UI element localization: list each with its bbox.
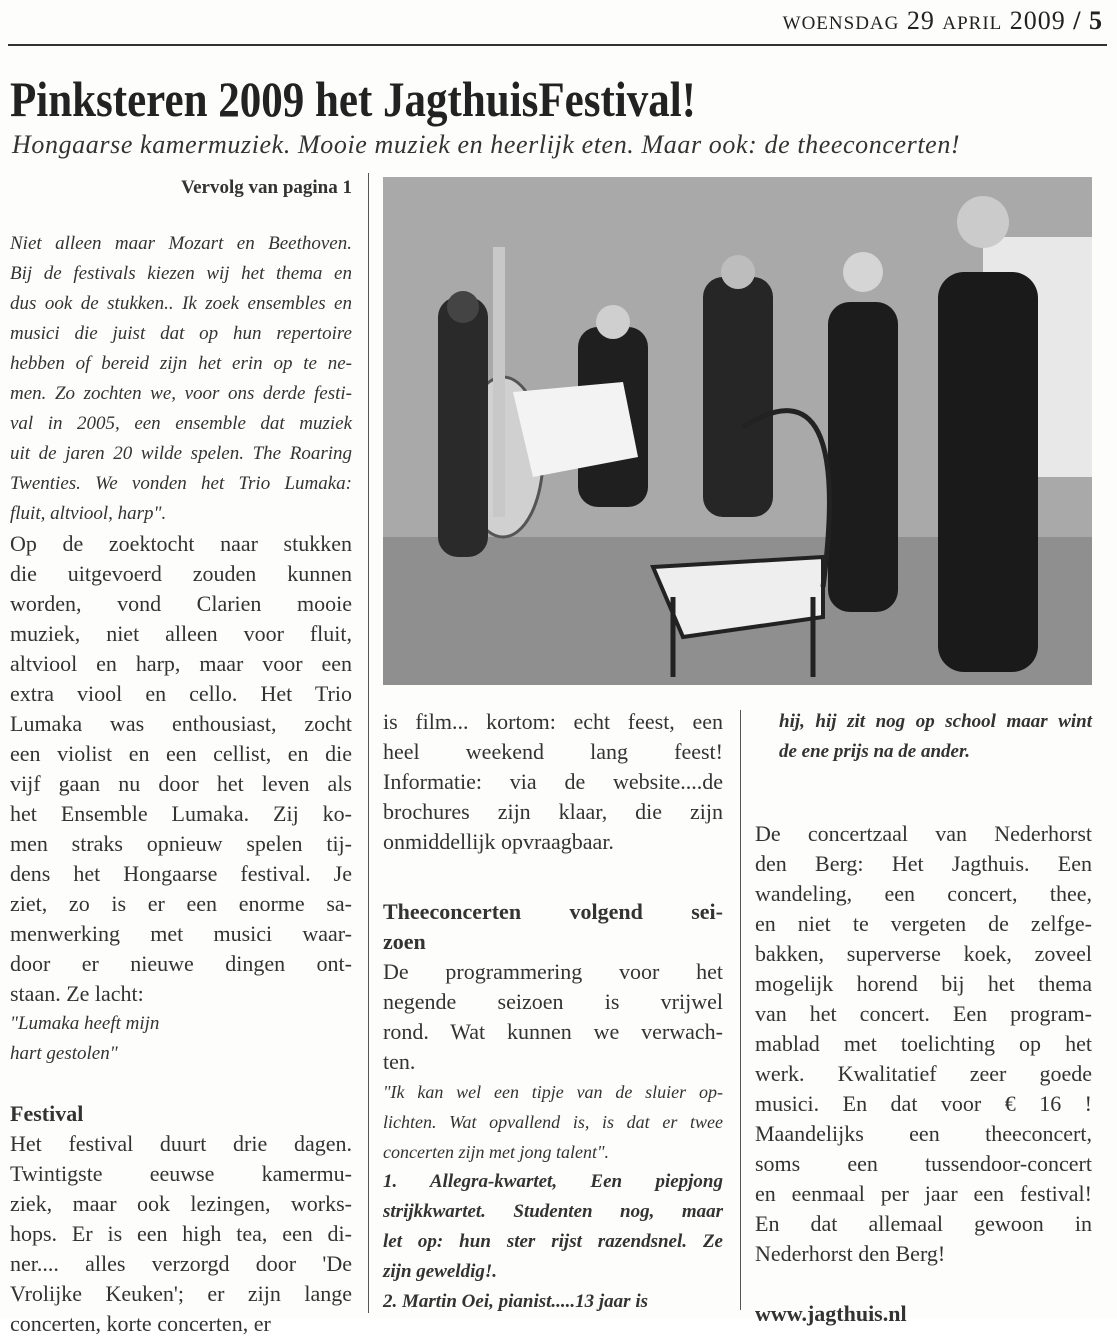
text-line: Twenties. We vonden het Trio Lumaka: — [10, 473, 352, 494]
talent-list — [383, 1167, 723, 1317]
text-line: "Ik kan wel een tipje van de sluier op- — [383, 1082, 723, 1102]
text-line: ziek, maar ook lezingen, works- — [10, 1191, 352, 1216]
header-year: 2009 — [1009, 6, 1066, 35]
text-line: rond. Wat kunnen we verwach- — [383, 1019, 723, 1044]
text-line: strijkkwartet. Studenten nog, maar — [383, 1201, 723, 1222]
text-line: vijf gaan nu door het leven als — [10, 771, 352, 796]
column-3 — [755, 707, 1092, 1329]
text-line: Vrolijke Keuken'; er zijn lange — [10, 1281, 352, 1306]
text-line: hebben of bereid zijn het erin op te ne- — [10, 353, 352, 374]
text-line: door er nieuwe dingen ont- — [10, 951, 352, 976]
text-line: Het festival duurt drie dagen. — [10, 1131, 352, 1156]
text-line: zijn geweldig!. — [383, 1261, 498, 1282]
header-day: WOENSDAG — [782, 13, 900, 34]
article-title: Pinksteren 2009 het JagthuisFestival! — [10, 71, 697, 127]
text-line: De concertzaal van Nederhorst — [755, 821, 1092, 846]
text-line: Maandelijks een theeconcert, — [755, 1121, 1092, 1146]
text-line: negende seizoen is vrijwel — [383, 989, 723, 1014]
text-line: een violist en een cellist, en die — [10, 741, 352, 766]
text-line: 2. Martin Oei, pianist.....13 jaar is — [383, 1291, 648, 1312]
text-line: en niet te vergeten de zelfge- — [755, 911, 1092, 936]
column-divider — [740, 710, 741, 1310]
text-line: Informatie: via de website....de — [383, 769, 723, 794]
text-line: soms een tussendoor-concert — [755, 1151, 1092, 1176]
text-line: De programmering voor het — [383, 959, 723, 984]
text-line: concerten zijn met jong talent". — [383, 1142, 610, 1162]
text-line: extra viool en cello. Het Trio — [10, 681, 352, 706]
text-line: heel weekend lang feest! — [383, 739, 723, 764]
talent-list-continued — [755, 707, 1092, 767]
header-month: APRIL — [942, 13, 1003, 34]
text-line: dens het Hongaarse festival. Je — [10, 861, 352, 886]
concertzaal-paragraph — [755, 819, 1092, 1269]
text-line: "Lumaka heeft mijn — [10, 1013, 160, 1034]
text-line: het Ensemble Lumaka. Zij ko- — [10, 801, 352, 826]
text-line: hops. Er is een high tea, een di- — [10, 1221, 352, 1246]
text-line: den Berg: Het Jagthuis. Een — [755, 851, 1092, 876]
page-header — [783, 6, 1103, 36]
column-2 — [383, 707, 723, 1317]
programme-paragraph — [383, 957, 723, 1077]
continued-note: Vervolg van pagina 1 — [181, 177, 352, 198]
text-line: En dat allemaal gewoon in — [755, 1211, 1092, 1236]
text-line: musici die juist dat op hun repertoire — [10, 323, 352, 344]
text-line: concerten, korte concerten, er — [10, 1311, 271, 1336]
info-paragraph — [383, 707, 723, 857]
text-line: staan. Ze lacht: — [10, 981, 144, 1006]
text-line: dus ook de stukken.. Ik zoek ensembles en — [10, 293, 352, 314]
text-line: muziek, niet alleen voor fluit, — [10, 621, 352, 646]
text-line: Niet alleen maar Mozart en Beethoven. — [10, 233, 352, 254]
body-paragraph — [10, 529, 352, 1009]
text-line: Op de zoektocht naar stukken — [10, 531, 352, 556]
text-line: fluit, altviool, harp". — [10, 503, 167, 524]
text-line: de ene prijs na de ander. — [779, 741, 971, 762]
text-line: die uitgevoerd zouden kunnen — [10, 561, 352, 586]
text-line: altviool en harp, maar voor een — [10, 651, 352, 676]
text-line: Twintigste eeuwse kamermu- — [10, 1161, 352, 1186]
text-line: mogelijk horend bij het thema — [755, 971, 1092, 996]
intro-quote — [10, 229, 352, 529]
text-line: men. Zo zochten we, voor ons derde festi- — [10, 383, 352, 404]
text-line: ner.... alles verzorgd door 'De — [10, 1251, 352, 1276]
text-line: musici. En dat voor € 16 ! — [755, 1091, 1092, 1116]
text-line: Nederhorst den Berg! — [755, 1241, 946, 1266]
text-line: werk. Kwalitatief zeer goede — [755, 1061, 1092, 1086]
text-line: ziet, zo is er een enorme sa- — [10, 891, 352, 916]
text-line: ten. — [383, 1049, 416, 1074]
header-page-number: / 5 — [1073, 6, 1103, 35]
website-link[interactable]: www.jagthuis.nl — [755, 1301, 907, 1326]
text-line: hij, hij zit nog op school maar wint — [779, 711, 1092, 732]
header-date: 29 — [906, 6, 935, 35]
text-line: wandeling, een concert, thee, — [755, 881, 1092, 906]
text-line: hart gestolen" — [10, 1043, 118, 1064]
text-line: is film... kortom: echt feest, een — [383, 709, 723, 734]
festival-heading: Festival — [10, 1101, 84, 1126]
article-subtitle: Hongaarse kamermuziek. Mooie muziek en heerlijk eten. Maar ook: de theeconcerten! — [12, 130, 961, 159]
text-line: uit de jaren 20 wilde spelen. The Roaring — [10, 443, 352, 464]
text-line: van het concert. Een program- — [755, 1001, 1092, 1026]
ensemble-photo — [383, 177, 1092, 685]
header-rule — [8, 44, 1107, 46]
text-line: lichten. Wat opvallend is, is dat er twee — [383, 1112, 723, 1132]
column-divider — [368, 173, 369, 1313]
text-line: menwerking met musici waar- — [10, 921, 352, 946]
festival-paragraph — [10, 1129, 352, 1339]
text-line: brochures zijn klaar, die zijn — [383, 799, 723, 824]
text-line: mablad met toelichting op het — [755, 1031, 1092, 1056]
text-line: bakken, superverse koek, zoveel — [755, 941, 1092, 966]
theeconcerten-heading — [383, 897, 723, 957]
text-line: Lumaka was enthousiast, zocht — [10, 711, 352, 736]
column-1 — [10, 173, 352, 1339]
text-line: worden, vond Clarien mooie — [10, 591, 352, 616]
text-line: let op: hun ster rijst razendsnel. Ze — [383, 1231, 723, 1252]
text-line: en eenmaal per jaar een festival! — [755, 1181, 1092, 1206]
text-line: Theeconcerten volgend sei- — [383, 899, 723, 924]
text-line: onmiddellijk opvraagbaar. — [383, 829, 614, 854]
text-line: zoen — [383, 929, 426, 954]
text-line: men straks opnieuw spelen tij- — [10, 831, 352, 856]
text-line: val in 2005, een ensemble dat muziek — [10, 413, 352, 434]
talent-quote — [383, 1077, 723, 1167]
text-line: Bij de festivals kiezen wij het thema en — [10, 263, 352, 284]
closing-quote — [10, 1009, 352, 1069]
text-line: 1. Allegra-kwartet, Een piepjong — [383, 1171, 723, 1192]
